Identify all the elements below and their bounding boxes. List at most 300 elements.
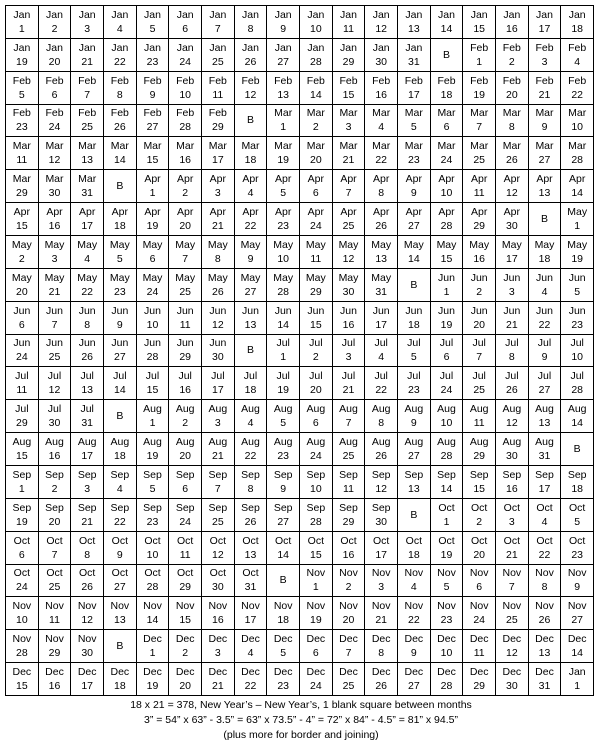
month-label: Jul	[505, 337, 519, 350]
month-label: Aug	[437, 436, 456, 449]
month-label: Sep	[404, 468, 424, 481]
month-label: May	[44, 238, 65, 251]
day-label: 21	[81, 55, 93, 68]
day-label: 2	[18, 252, 25, 265]
month-label: Feb	[143, 107, 162, 120]
month-label: Oct	[470, 534, 488, 547]
blank-square	[398, 269, 431, 302]
month-label: Feb	[502, 74, 521, 87]
date-cell	[235, 597, 268, 630]
day-label: 1	[149, 417, 156, 430]
date-cell	[529, 565, 562, 598]
day-label: 16	[48, 220, 61, 233]
month-label: May	[338, 238, 359, 251]
month-label: Jul	[309, 370, 323, 383]
month-label: Aug	[110, 436, 130, 449]
date-cell	[137, 39, 170, 72]
month-label: Mar	[372, 140, 391, 153]
month-label: Oct	[78, 567, 96, 580]
month-label: Apr	[78, 206, 96, 219]
month-label: Jul	[211, 370, 225, 383]
day-label: 4	[247, 187, 254, 200]
month-label: Jun	[46, 337, 63, 350]
month-label: Oct	[568, 501, 586, 514]
date-cell	[267, 466, 300, 499]
month-label: Jan	[111, 8, 129, 21]
month-label: Sep	[45, 501, 64, 514]
day-label: 18	[277, 614, 289, 627]
day-label: 3	[51, 252, 58, 265]
date-cell	[71, 203, 104, 236]
month-label: Jun	[13, 337, 31, 350]
day-label: 6	[51, 88, 58, 101]
month-label: Feb	[12, 74, 31, 87]
day-label: 26	[244, 515, 257, 528]
day-label: 8	[378, 187, 385, 200]
day-label: 8	[84, 318, 91, 331]
day-label: 31	[538, 450, 551, 463]
date-cell	[267, 532, 300, 565]
date-cell	[169, 367, 202, 400]
date-cell	[202, 335, 235, 368]
month-label: Jun	[144, 337, 161, 350]
date-cell	[398, 466, 431, 499]
month-label: Dec	[241, 633, 260, 646]
day-label: 30	[211, 581, 224, 594]
date-cell	[463, 597, 496, 630]
month-label: Feb	[45, 74, 64, 87]
date-cell	[398, 6, 431, 39]
date-cell	[71, 170, 104, 203]
day-label: 10	[440, 647, 453, 660]
month-label: Mar	[45, 140, 64, 153]
date-cell	[235, 433, 268, 466]
day-label: 6	[443, 121, 450, 134]
day-label: 3	[541, 55, 548, 68]
month-label: Jul	[472, 370, 486, 383]
date-cell	[333, 532, 366, 565]
month-label: Jun	[144, 304, 161, 317]
day-label: 19	[277, 154, 289, 167]
day-label: 29	[309, 285, 322, 298]
date-cell	[267, 6, 300, 39]
month-label: Apr	[46, 206, 63, 219]
month-label: Feb	[78, 107, 97, 120]
month-label: Jan	[340, 8, 357, 21]
date-cell	[496, 466, 529, 499]
blank-label: B	[279, 574, 287, 587]
month-label: Oct	[209, 534, 226, 547]
month-label: Mar	[568, 107, 587, 120]
day-label: 9	[541, 121, 548, 134]
day-label: 26	[81, 351, 93, 364]
date-cell	[496, 137, 529, 170]
date-cell	[137, 269, 170, 302]
date-cell	[267, 72, 300, 105]
date-cell	[39, 565, 72, 598]
month-label: Oct	[144, 567, 161, 580]
month-label: Jan	[46, 41, 63, 54]
day-label: 25	[211, 515, 224, 528]
date-cell	[137, 532, 170, 565]
date-cell	[267, 203, 300, 236]
month-label: Aug	[143, 436, 162, 449]
date-cell	[71, 269, 104, 302]
day-label: 21	[342, 384, 355, 397]
day-label: 18	[440, 88, 453, 101]
day-label: 12	[375, 22, 387, 35]
day-label: 29	[342, 515, 355, 528]
day-label: 25	[505, 614, 518, 627]
month-label: May	[109, 271, 130, 284]
date-cell	[71, 137, 104, 170]
month-label: Nov	[110, 600, 130, 613]
day-label: 26	[211, 285, 224, 298]
date-cell	[39, 137, 72, 170]
month-label: May	[305, 271, 326, 284]
day-label: 17	[81, 220, 93, 233]
date-cell	[137, 433, 170, 466]
date-cell	[529, 367, 562, 400]
day-label: 30	[48, 417, 61, 430]
month-label: Jan	[307, 41, 325, 54]
day-label: 23	[440, 614, 453, 627]
month-label: Sep	[339, 468, 358, 481]
month-label: Oct	[46, 567, 63, 580]
month-label: Jun	[438, 304, 455, 317]
month-label: Aug	[306, 436, 326, 449]
day-label: 24	[440, 154, 453, 167]
date-cell	[463, 39, 496, 72]
day-label: 21	[211, 450, 224, 463]
date-cell	[104, 367, 137, 400]
day-label: 28	[146, 581, 159, 594]
month-label: Jan	[13, 8, 31, 21]
month-label: Apr	[176, 173, 194, 186]
month-label: Jul	[374, 370, 388, 383]
date-cell	[169, 466, 202, 499]
date-cell	[431, 400, 464, 433]
date-cell	[398, 663, 431, 696]
date-cell	[300, 367, 333, 400]
month-label: Aug	[371, 436, 391, 449]
day-label: 10	[440, 417, 453, 430]
date-cell	[398, 72, 431, 105]
day-label: 7	[508, 581, 515, 594]
date-cell	[398, 335, 431, 368]
date-cell	[202, 105, 235, 138]
month-label: Mar	[306, 107, 325, 120]
date-cell	[39, 269, 72, 302]
day-label: 24	[309, 680, 322, 693]
date-cell	[169, 335, 202, 368]
day-label: 20	[473, 548, 485, 561]
day-label: 30	[375, 515, 387, 528]
date-cell	[39, 532, 72, 565]
date-cell	[104, 335, 137, 368]
date-cell	[365, 663, 398, 696]
day-label: 4	[541, 515, 548, 528]
date-cell	[169, 137, 202, 170]
day-label: 1	[443, 515, 450, 528]
date-cell	[71, 6, 104, 39]
month-label: Mar	[404, 140, 423, 153]
day-label: 11	[179, 548, 191, 561]
day-label: 16	[179, 154, 191, 167]
day-label: 2	[345, 581, 352, 594]
day-label: 19	[473, 88, 485, 101]
day-label: 15	[146, 154, 159, 167]
day-label: 8	[247, 22, 254, 35]
day-label: 11	[310, 252, 322, 265]
day-label: 16	[505, 22, 518, 35]
month-label: Jul	[341, 337, 356, 350]
day-label: 9	[247, 252, 254, 265]
date-cell	[365, 203, 398, 236]
month-label: Feb	[372, 74, 391, 87]
day-label: 24	[146, 285, 159, 298]
day-label: 13	[407, 482, 420, 495]
date-cell	[71, 72, 104, 105]
date-cell	[104, 236, 137, 269]
month-label: Dec	[208, 666, 228, 679]
day-label: 13	[407, 22, 420, 35]
date-cell	[496, 6, 529, 39]
month-label: Jun	[242, 304, 259, 317]
day-label: 5	[443, 581, 450, 594]
month-label: Nov	[77, 600, 97, 613]
month-label: Aug	[404, 403, 424, 416]
date-cell	[300, 532, 333, 565]
month-label: Jan	[13, 41, 31, 54]
month-label: Jun	[568, 304, 586, 317]
month-label: May	[77, 238, 98, 251]
month-label: Nov	[77, 633, 97, 646]
month-label: Apr	[307, 206, 324, 219]
date-cell	[561, 39, 594, 72]
date-cell	[496, 269, 529, 302]
day-label: 12	[48, 384, 61, 397]
month-label: Sep	[208, 501, 228, 514]
day-label: 16	[375, 88, 387, 101]
date-cell	[267, 335, 300, 368]
day-label: 18	[538, 252, 551, 265]
date-cell	[39, 466, 72, 499]
date-cell	[365, 499, 398, 532]
month-label: Oct	[176, 534, 194, 547]
day-label: 28	[15, 647, 28, 660]
date-cell	[463, 137, 496, 170]
date-cell	[71, 39, 104, 72]
month-label: Jul	[276, 337, 290, 350]
month-label: Sep	[535, 468, 554, 481]
month-label: Jul	[570, 370, 584, 383]
date-cell	[300, 236, 333, 269]
month-label: Jul	[113, 370, 127, 383]
day-label: 4	[574, 55, 581, 68]
month-label: May	[305, 238, 326, 251]
date-cell	[398, 236, 431, 269]
day-label: 6	[443, 351, 450, 364]
month-label: Oct	[111, 567, 128, 580]
day-label: 30	[375, 55, 387, 68]
day-label: 20	[48, 515, 61, 528]
date-cell	[267, 105, 300, 138]
month-label: Apr	[242, 206, 259, 219]
date-cell	[169, 532, 202, 565]
day-label: 20	[309, 384, 322, 397]
month-label: Jul	[505, 370, 519, 383]
date-cell	[300, 6, 333, 39]
day-label: 22	[113, 55, 126, 68]
day-label: 8	[84, 548, 91, 561]
date-cell	[365, 137, 398, 170]
month-label: Jun	[503, 304, 521, 317]
day-label: 21	[538, 88, 551, 101]
day-label: 11	[16, 154, 28, 167]
date-cell	[365, 565, 398, 598]
day-label: 4	[84, 252, 91, 265]
month-label: Mar	[208, 140, 227, 153]
month-label: Feb	[208, 74, 227, 87]
month-label: Jan	[470, 8, 488, 21]
date-cell	[202, 663, 235, 696]
date-cell	[561, 302, 594, 335]
month-label: Oct	[242, 534, 259, 547]
month-label: May	[109, 238, 130, 251]
month-label: Sep	[45, 468, 64, 481]
month-label: Mar	[274, 107, 293, 120]
day-label: 7	[345, 647, 352, 660]
date-cell	[202, 137, 235, 170]
date-cell	[463, 236, 496, 269]
month-label: Aug	[12, 436, 32, 449]
month-label: Jan	[372, 8, 390, 21]
date-cell	[137, 170, 170, 203]
date-cell	[137, 137, 170, 170]
date-cell	[529, 400, 562, 433]
day-label: 22	[244, 220, 257, 233]
day-label: 24	[309, 220, 322, 233]
day-label: 21	[211, 680, 224, 693]
month-label: May	[567, 238, 588, 251]
month-label: Jul	[439, 337, 454, 350]
month-label: Aug	[339, 436, 358, 449]
month-label: Jul	[178, 370, 192, 383]
month-label: Oct	[46, 534, 63, 547]
day-label: 9	[116, 318, 123, 331]
day-label: 15	[15, 680, 28, 693]
day-label: 17	[211, 154, 224, 167]
day-label: 24	[309, 450, 322, 463]
date-cell	[300, 565, 333, 598]
date-cell	[235, 137, 268, 170]
date-cell	[6, 565, 39, 598]
month-label: May	[273, 238, 294, 251]
month-label: Jan	[568, 666, 586, 679]
month-label: Jul	[374, 337, 388, 350]
month-label: Mar	[176, 140, 195, 153]
date-cell	[431, 6, 464, 39]
date-cell	[235, 6, 268, 39]
date-cell	[137, 72, 170, 105]
day-label: 12	[342, 252, 355, 265]
date-cell	[202, 269, 235, 302]
month-label: Nov	[273, 600, 293, 613]
month-label: Dec	[535, 666, 554, 679]
date-cell	[39, 72, 72, 105]
date-cell	[463, 630, 496, 663]
date-cell	[137, 203, 170, 236]
day-label: 29	[179, 351, 191, 364]
month-label: Dec	[306, 633, 326, 646]
date-cell	[365, 367, 398, 400]
month-label: Jun	[111, 337, 129, 350]
day-label: 29	[473, 450, 485, 463]
day-label: 19	[146, 680, 159, 693]
month-label: Nov	[306, 600, 326, 613]
day-label: 16	[505, 482, 518, 495]
date-cell	[529, 236, 562, 269]
month-label: Aug	[535, 403, 554, 416]
blank-square	[529, 203, 562, 236]
date-cell	[71, 532, 104, 565]
blank-square	[104, 630, 137, 663]
date-cell	[137, 466, 170, 499]
date-cell	[333, 433, 366, 466]
day-label: 14	[146, 614, 159, 627]
date-cell	[333, 236, 366, 269]
date-cell	[561, 335, 594, 368]
date-cell	[6, 72, 39, 105]
month-label: Oct	[13, 534, 30, 547]
day-label: 9	[410, 417, 417, 430]
day-label: 6	[312, 187, 319, 200]
day-label: 1	[443, 285, 450, 298]
date-cell	[463, 400, 496, 433]
day-label: 22	[244, 450, 257, 463]
month-label: Aug	[404, 436, 424, 449]
day-label: 2	[51, 22, 58, 35]
month-label: Dec	[469, 633, 489, 646]
month-label: Jan	[78, 41, 96, 54]
month-label: Sep	[339, 501, 358, 514]
month-label: Oct	[438, 534, 455, 547]
month-label: Apr	[372, 173, 390, 186]
day-label: 14	[440, 482, 453, 495]
date-cell	[202, 565, 235, 598]
date-cell	[365, 302, 398, 335]
month-label: Sep	[110, 468, 130, 481]
month-label: Aug	[469, 403, 489, 416]
month-label: Aug	[241, 403, 260, 416]
month-label: Sep	[437, 468, 456, 481]
date-cell	[431, 203, 464, 236]
day-label: 16	[211, 614, 224, 627]
day-label: 15	[179, 614, 191, 627]
day-label: 15	[309, 548, 322, 561]
month-label: Mar	[502, 107, 521, 120]
date-cell	[235, 39, 268, 72]
month-label: May	[501, 238, 522, 251]
date-cell	[561, 400, 594, 433]
date-cell	[169, 170, 202, 203]
day-label: 15	[146, 384, 159, 397]
date-cell	[365, 335, 398, 368]
day-label: 23	[113, 285, 126, 298]
month-label: Nov	[241, 600, 260, 613]
date-cell	[71, 499, 104, 532]
